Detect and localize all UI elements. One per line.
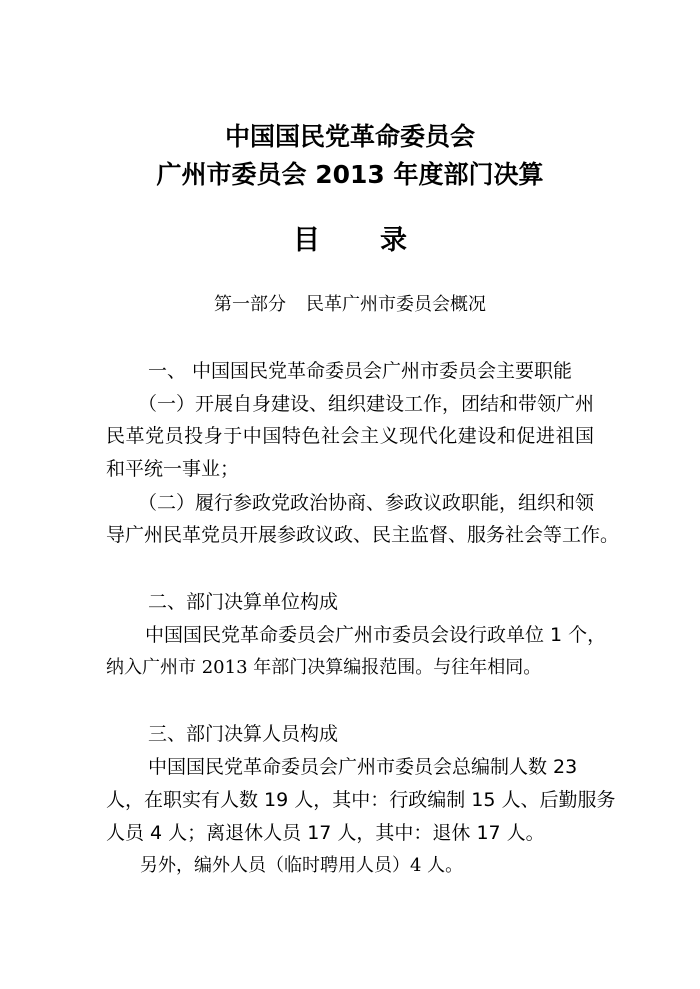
section-3-line-3: 人员 4 人；离退休人员 17 人，其中：退休 17 人。 (106, 822, 545, 844)
part-heading (0, 290, 700, 316)
section-2-line-2: 纳入广州市 2013 年部门决算编报范围。与往年相同。 (106, 657, 542, 678)
toc-char-1: 目 (293, 225, 320, 256)
section-3-line-4: 另外，编外人员（临时聘用人员）4 人。 (140, 855, 464, 876)
section-1-heading: 一、 中国国民党革命委员会广州市委员会主要职能 (148, 360, 573, 382)
table-of-contents-heading (0, 218, 700, 257)
section-1-item-1-line-1: （一）开展自身建设、组织建设工作，团结和带领广州 (138, 393, 595, 415)
section-1-item-2-line-1: （二）履行参政党政治协商、参政议政职能，组织和领 (138, 492, 595, 514)
section-1-item-1-line-2: 民革党员投身于中国特色社会主义现代化建设和促进祖国 (106, 425, 594, 447)
section-1-item-2-line-2: 导广州民革党员开展参政议政、民主监督、服务社会等工作。 (106, 524, 620, 546)
section-3-line-1: 中国国民党革命委员会广州市委员会总编制人数 23 (148, 756, 578, 778)
document-title-line1: 中国国民党革命委员会 (224, 122, 475, 151)
section-3-heading: 三、部门决算人员构成 (148, 723, 339, 745)
toc-char-2: 录 (380, 225, 407, 256)
section-2-line-1: 中国国民党革命委员会广州市委员会设行政单位 1 个， (145, 624, 607, 646)
section-1-item-1-line-3: 和平统一事业； (106, 458, 240, 480)
document-title-line2: 广州市委员会 2013 年度部门决算 (156, 160, 544, 189)
section-3-line-2: 人，在职实有人数 19 人，其中：行政编制 15 人、后勤服务 (106, 789, 616, 811)
part-label: 第一部分 (214, 294, 286, 315)
part-title: 民革广州市委员会概况 (306, 294, 486, 315)
section-2-heading: 二、部门决算单位构成 (148, 591, 339, 613)
